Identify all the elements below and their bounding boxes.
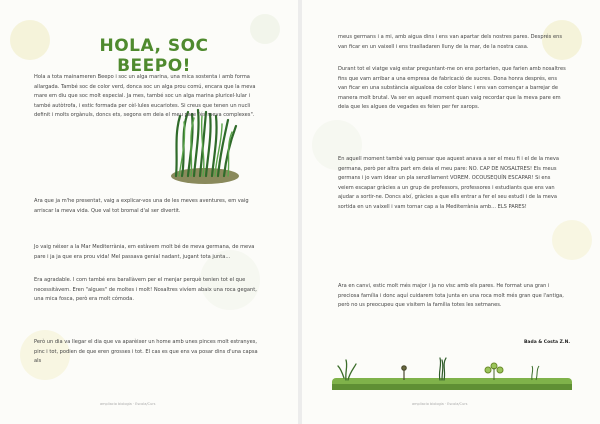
paragraph: Jo vaig néixer a la Mar Mediterrània, em estàvem molt bé de meva germana, de meva pare i ja ja que era prou vida! Mel passava genial nadant, jugant tota junta...: [34, 244, 255, 260]
seabed-strip-illustration: [332, 354, 572, 394]
right-page: [302, 0, 600, 424]
signature: Bada & Costa Z.N.: [524, 340, 571, 345]
paragraph: En aquell moment també vaig pensar que aquest anava a ser el meu fi i el de la meva germana, però per altra part em deia el meu pare: NO. CAP DE NOSALTRES! Els meus germans i jo vam idear un pla senzillament VOREM. OCOUSEQUÍN ESCAPAR! Si ens veiem escapar gràcies a un grup de professors, professores i estudiants que ens van ajudar a sortir-ne. Doncs així, gràcies a que ells entrar a fer el seu estudi i de la meva sortida en un vaixell i vam tornar cap a la Mediterrània amb... ELS PARES!: [338, 156, 559, 210]
paragraph: meus germans i a mi, amb aigua dins i ens van apartar dels nostres pares. Després ens van ficar en un vaixell i ens traslladaren lluny de la mar, de la nostra casa.: [338, 34, 562, 50]
left-page: [0, 0, 298, 424]
watermark-bubble: [10, 20, 50, 60]
paragraph: Era agradable. I com també ens barallàvem per el menjar perquè tenien tot el que necessitàvem. Eren "algues" de moltes i molt! Nosaltres vivíem abaix una roca gegant, una mica fosca, però era molt cómoda.: [34, 277, 257, 303]
paragraph: Però un dia va llegar el dia que va aparèixer un home amb unes pinces molt estranyes, pinc i tot, podien de que eren grosses i tot. El cas es que ens va posar dins d'una capsa als: [34, 339, 258, 365]
paragraph: Hola a tota mainameren Beepo i soc un alga marina, una mica sostenta i amb forma allargada. També soc de color verd, donca soc un alga prou comú, encara que la meva mare em diu que soc molt especial. Ja mes, també soc un alga marina pluricel·lular i també autòtrofa, i estic formada per cèl·lules eucariotes. Si creus que tenen un nucli definit i molts orgànuls, doncs ets, segons em deia el meu pare "és meva complexes".: [34, 74, 256, 119]
watermark-bubble: [552, 220, 592, 260]
paragraph: Ara que ja m'he presentat, vaig a explicar-vos una de les meves aventures, em vaig arriscar la meva vida. Que val tot bromal d'al ser divertit.: [34, 198, 249, 214]
watermark-bubble: [250, 14, 280, 44]
footer-right: ampliacio biologia · Escola/Curs: [412, 402, 468, 406]
page-title: HOLA, SOC BEEPO!: [99, 36, 209, 76]
paragraph: Ara en canvi, estic molt més major i ja no visc amb els pares. He format una gran i preciosa família i donc aquí cuidarem tota junta en una roca molt més gran que l'antiga, però no us preocupeu que visitem la família totes les setmanes.: [338, 283, 564, 309]
paragraph: Durant tot el viatge vaig estar preguntant-me on ens portarien, que farien amb nosaltres fins que vam arribar a una empresa de fabricació de sucres. Dona honra després, ens van ficar en una substància aigualosa de color blanc i ens van començar a barrejar de manera molt brutal. Va ser en aquell moment quan vaig recordar que la meva pare em deia que les algues de vegades es feien per fer xarops.: [338, 66, 566, 111]
footer-left: ampliacio biologia · Escola/Curs: [100, 402, 156, 406]
